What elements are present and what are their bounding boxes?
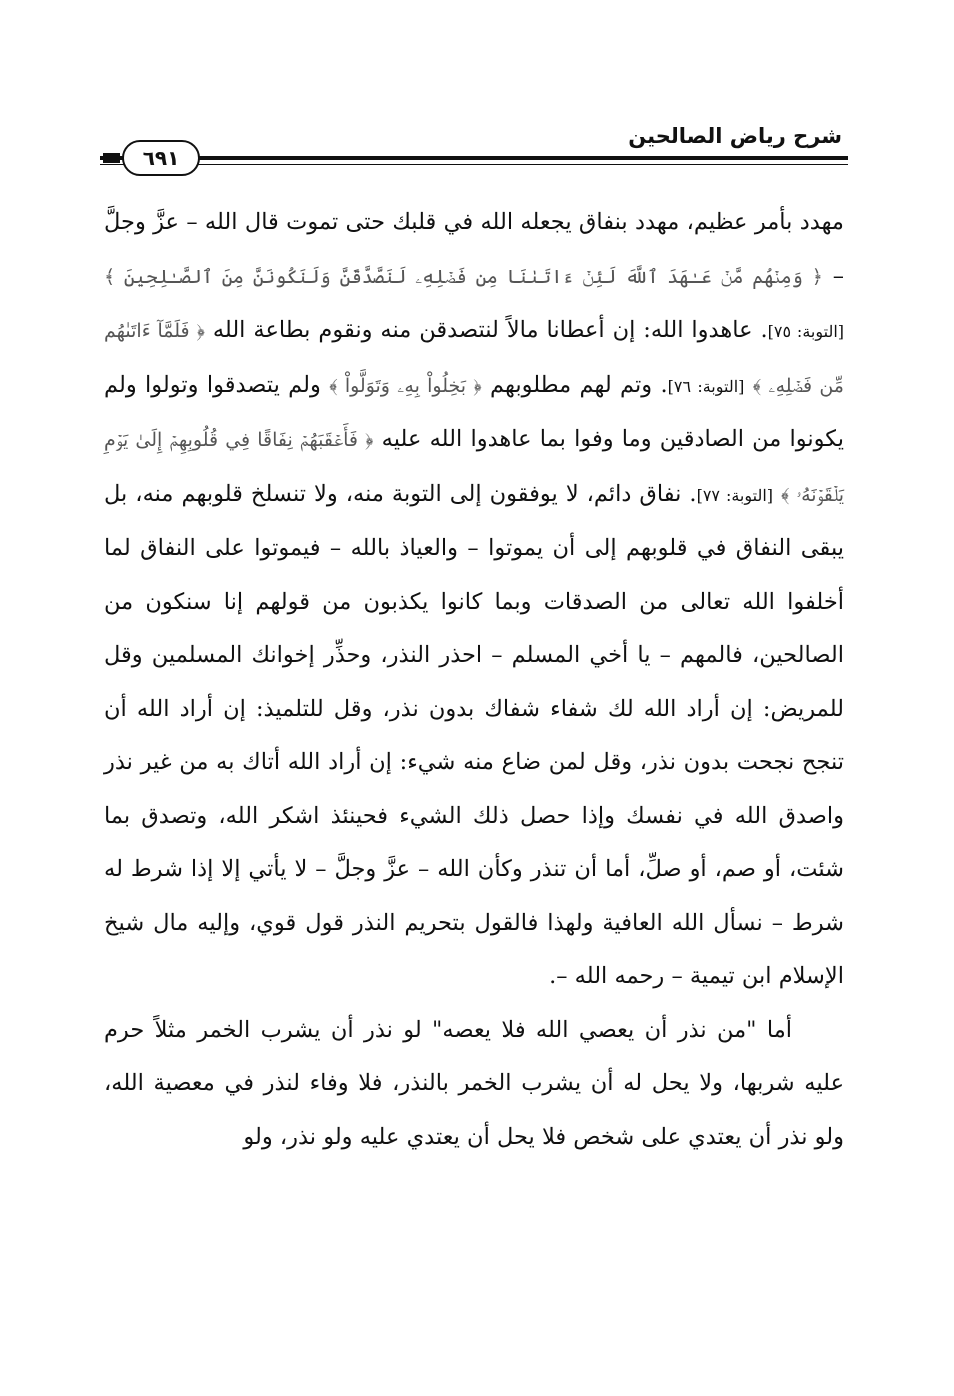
- paragraph-2: أما "من نذر أن يعصي الله فلا يعصه" لو نذر أن يشرب الخمر مثلاً حرم عليه شربها، ولا يحل له أن يشرب الخمر بالنذر، فلا وفاء لنذر في معصية الله، ولو نذر أن يعتدي على شخص فلا يحل أن يعتدي عليه ولو نذر، ولو: [104, 1016, 844, 1150]
- header-ornament-dash: [103, 160, 120, 163]
- page-number: ٦٩١: [142, 146, 180, 170]
- text-run: . وتم لهم مطلوبهم: [481, 371, 668, 398]
- text-run: ولم يتصدقوا وتولوا ولم يكونوا من الصادقين وما وفوا بما عاهدوا الله عليه: [104, 371, 844, 452]
- text-run: . نفاق دائم، لا يوفقون إلى التوبة منه، ولا تنسلخ قلوبهم منه، بل يبقى النفاق في قلوبهم إلى أن يموتوا – والعياذ بالله – فيموتوا على النفاق لما أخلفوا الله تعالى من الصدقات وبما كانوا يكذبون من قولهم إنا سنكون من الصالحين، فالمهم – يا أخي المسلم – احذر النذر، وحذِّر إخوانك المسلمين وقل للمريض: إن أراد الله لك شفاء شفاك بدون نذر، وقل للتلميذ: إن أراد الله أن تنجح نجحت بدون نذر، وقل لمن ضاع منه شيء: إن أراد الله أتاك به من غير نذر واصدق الله في نفسك وإذا حصل ذلك الشيء فحينئذ اشكر الله، وتصدق بما شئت، أو صم، أو صلِّ، أما أن تنذر وكأن الله – عزَّ وجلَّ – لا يأتي إلا إذا شرط له شرط – نسأل الله العافية ولهذا فالقول بتحريم النذر قول قوي، وإليه مال شيخ الإسلام ابن تيمية – رحمه الله –.: [104, 480, 844, 989]
- text-run: . عاهدوا الله: إن أعطانا مالاً لنتصدقن منه ونقوم بطاعة الله: [204, 317, 768, 343]
- header-ornament-dash: [103, 153, 120, 156]
- quran-verse: ﴿ فَأَعۡقَبَهُمۡ نِفَاقًا فِي قُلُوبِهِمۡ إِلَىٰ يَوۡمِ يَلۡقَوۡنَهُۥ ﴾: [104, 429, 845, 506]
- quran-verse: ﴿ بَخِلُواْ بِهِۦ وَتَوَلَّواْ ﴾: [329, 374, 482, 397]
- quran-verse: ﴿ وَمِنۡهُم مَّنۡ عَـٰهَدَ ٱللَّهَ لَئِنۡ ءَاتَىٰنَا مِن فَضۡلِهِۦ لَنَصَّدَّقَنَّ وَلَنَكُونَنَّ مِنَ ٱلصَّـٰلِحِينَ ﴾: [104, 265, 823, 288]
- text-run: مهدد بأمر عظيم، مهدد بنفاق يجعله الله في قلبك حتى تموت قال الله – عزَّ وجلَّ –: [104, 209, 844, 289]
- quran-verse: ﴿ فَلَمَّآ ءَاتَىٰهُم مِّن فَضۡلِهِۦ ﴾: [104, 320, 844, 397]
- page-number-badge: [122, 140, 200, 176]
- verse-citation: [التوبة: ٧٧]: [696, 485, 774, 505]
- verse-citation: [التوبة: ٧٦]: [667, 376, 745, 396]
- running-header-title: شرح رياض الصالحين: [628, 124, 842, 148]
- body-text: [104, 196, 844, 1164]
- paragraph-1: [104, 196, 844, 1004]
- header-rule-thin: [100, 164, 848, 165]
- verse-citation: [التوبة: ٧٥]: [767, 322, 845, 341]
- header-rule-thick: [100, 156, 848, 160]
